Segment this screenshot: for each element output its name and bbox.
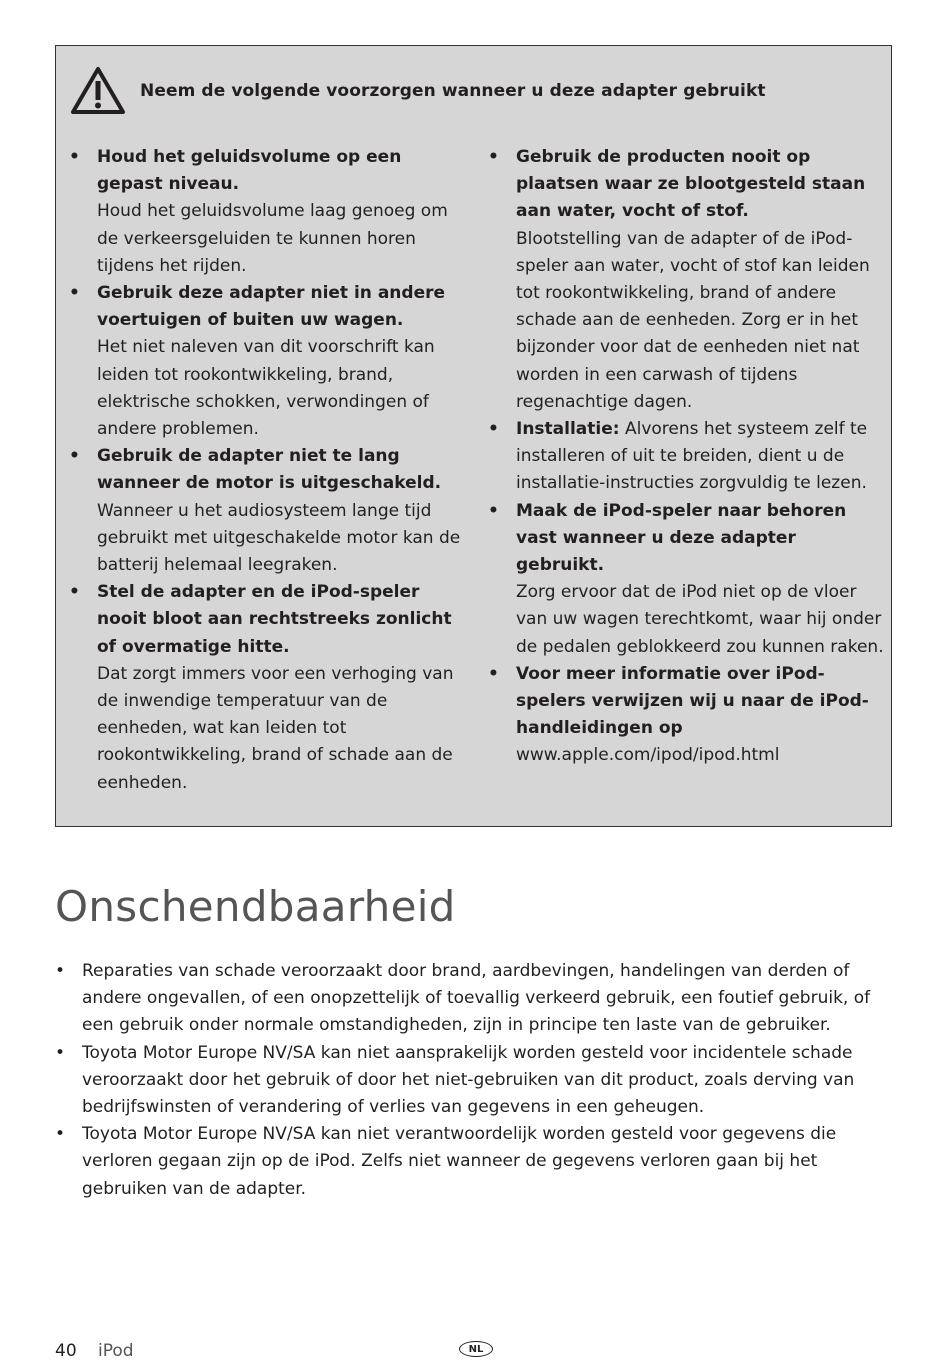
warning-title: Neem de volgende voorzorgen wanneer u deze adapter gebruikt [140, 81, 766, 101]
section-title: Onschendbaarheid [55, 882, 456, 931]
list-item: • Reparaties van schade veroorzaakt door brand, aardbevingen, handelingen van derden of andere ongevallen, of een onopzettelijk of toevallig verkeerd gebruik, een foutief gebruik, of een gebruik onder normale omstandigheden, zijn in principe ten laste van de gebruiker. [55, 958, 885, 1040]
list-item: • Toyota Motor Europe NV/SA kan niet verantwoordelijk worden gesteld voor gegevens die verloren gegaan zijn op de iPod. Zelfs niet wanneer de gegevens verloren gaan bij het gebruiken van de adapter. [55, 1121, 885, 1203]
apple-url: www.apple.com/ipod/ipod.html [516, 745, 780, 766]
list-item: • Maak de iPod-speler naar behoren vast wanneer u deze adapter gebruikt. Zorg ervoor dat de iPod niet op de vloer van uw wagen terechtkomt, waar hij onder de pedalen geblokkeerd zou kunnen raken. [488, 498, 888, 661]
list-item: • Stel de adapter en de iPod-speler nooit bloot aan rechtstreeks zonlicht of overmatige hitte. Dat zorgt immers voor een verhoging van de inwendige temperatuur van de eenheden, wat kan leiden tot rookontwikkeling, brand of schade aan de eenheden. [69, 579, 469, 797]
footer-label: iPod [98, 1341, 134, 1361]
warning-box [55, 45, 892, 827]
warning-triangle-icon [70, 66, 126, 116]
list-item: • Installatie: Alvorens het systeem zelf te installeren of uit te breiden, dient u de installatie-instructies zorgvuldig te lezen. [488, 416, 888, 498]
list-item: • Gebruik de adapter niet te lang wanneer de motor is uitgeschakeld. Wanneer u het audiosysteem lange tijd gebruikt met uitgeschakelde motor kan de batterij helemaal leegraken. [69, 443, 469, 579]
warning-header [70, 66, 766, 116]
warning-column-right [488, 144, 888, 770]
list-item: • Houd het geluidsvolume op een gepast niveau. Houd het geluidsvolume laag genoeg om de verkeersgeluiden te kunnen horen tijdens het rijden. [69, 144, 469, 280]
warning-column-left [69, 144, 469, 797]
page-number: 40 [55, 1341, 77, 1361]
list-item: • Toyota Motor Europe NV/SA kan niet aansprakelijk worden gesteld voor incidentele schade veroorzaakt door het gebruik of door het niet-gebruiken van dit product, zoals derving van bedrijfswinsten of verandering of verlies van gegevens in een geheugen. [55, 1040, 885, 1122]
section-list [55, 958, 885, 1203]
language-badge: NL [459, 1341, 493, 1357]
list-item: • Gebruik de producten nooit op plaatsen waar ze blootgesteld staan aan water, vocht of stof. Blootstelling van de adapter of de iPod-speler aan water, vocht of stof kan leiden tot rookontwikkeling, brand of andere schade aan de eenheden. Zorg er in het bijzonder voor dat de eenheden niet nat worden in een carwash of tijdens regenachtige dagen. [488, 144, 888, 416]
list-item: • Voor meer informatie over iPod-spelers verwijzen wij u naar de iPod-handleidingen op www.apple.com/ipod/ipod.html [488, 661, 888, 770]
list-item: • Gebruik deze adapter niet in andere voertuigen of buiten uw wagen. Het niet naleven van dit voorschrift kan leiden tot rookontwikkeling, brand, elektrische schokken, verwondingen of andere problemen. [69, 280, 469, 443]
